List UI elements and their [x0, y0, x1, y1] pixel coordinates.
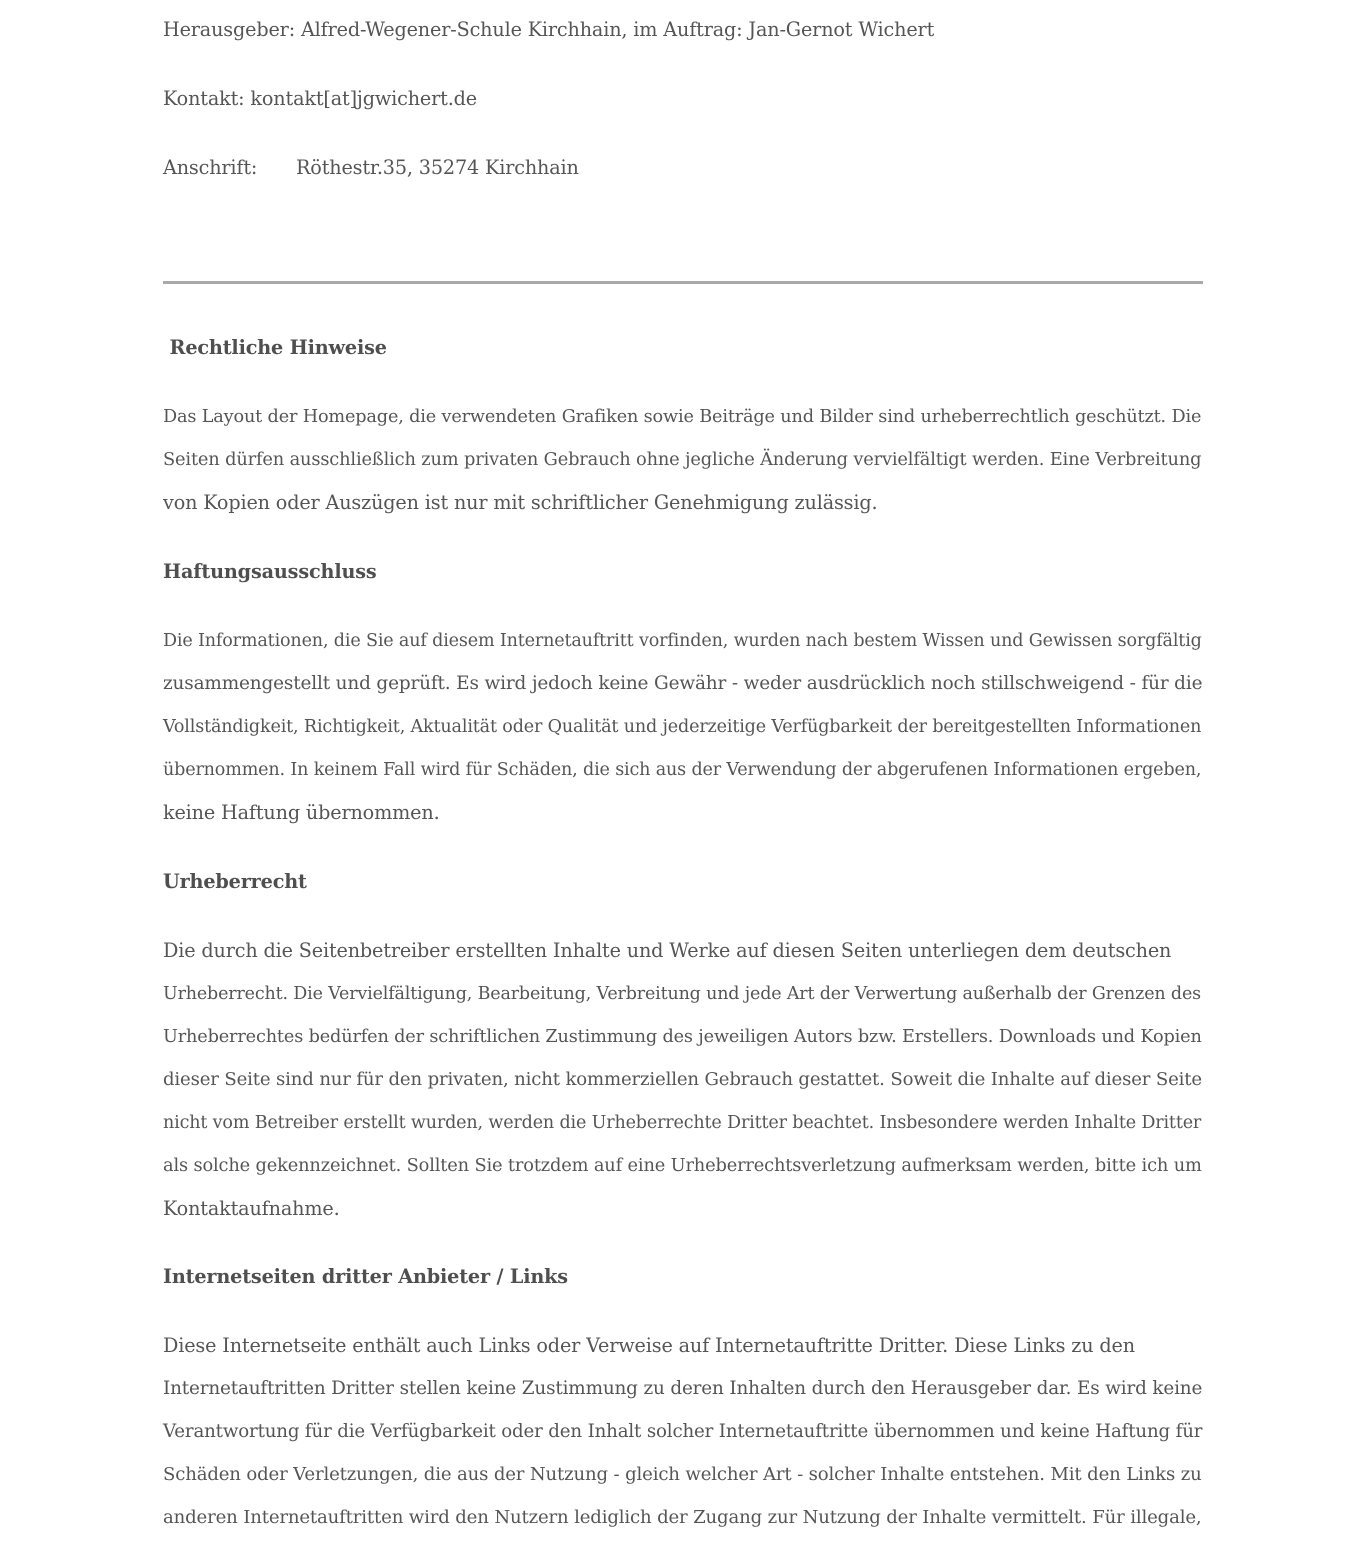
section-heading-disclaimer: Haftungsausschluss: [163, 560, 377, 583]
paragraph-line: keine Haftung übernommen.: [163, 801, 440, 824]
paragraph-line: Die Informationen, die Sie auf diesem Internetauftritt vorfinden, wurden nach bestem Wissen und Gewissen sorgfältig: [163, 631, 1202, 651]
paragraph-line: übernommen. In keinem Fall wird für Schäden, die sich aus der Verwendung der abgerufenen Informationen ergeben,: [163, 760, 1202, 780]
paragraph-line: nicht vom Betreiber erstellt wurden, werden die Urheberrechte Dritter beachtet. Insbesondere werden Inhalte Dritter: [163, 1113, 1202, 1133]
contact-line: Kontakt: kontakt[at]jgwichert.de: [163, 87, 477, 110]
paragraph-line: dieser Seite sind nur für den privaten, nicht kommerziellen Gebrauch gestattet. Soweit die Inhalte auf dieser Seite: [163, 1069, 1202, 1090]
section-heading-copyright: Urheberrecht: [163, 870, 307, 893]
paragraph-line: Seiten dürfen ausschließlich zum privaten Gebrauch ohne jegliche Änderung vervielfältigt werden. Eine Verbreitung: [163, 449, 1202, 470]
address-line: [163, 156, 763, 180]
publisher-line: Herausgeber: Alfred-Wegener-Schule Kirchhain, im Auftrag: Jan-Gernot Wichert: [163, 18, 935, 41]
paragraph-line: Internetauftritten Dritter stellen keine Zustimmung zu deren Inhalten durch den Herausgeber dar. Es wird keine: [163, 1378, 1203, 1399]
paragraph-line: anderen Internetauftritten wird den Nutzern lediglich der Zugang zur Nutzung der Inhalte vermittelt. Für illegale,: [163, 1507, 1202, 1528]
paragraph-line: Schäden oder Verletzungen, die aus der Nutzung - gleich welcher Art - solcher Inhalte entstehen. Mit den Links zu: [163, 1464, 1202, 1485]
divider: [163, 281, 1203, 284]
section-heading-legal-notice: Rechtliche Hinweise: [163, 336, 387, 359]
paragraph-line: Kontaktaufnahme.: [163, 1197, 340, 1220]
section-heading-third-party-links: Internetseiten dritter Anbieter / Links: [163, 1265, 568, 1288]
paragraph-line: Die durch die Seitenbetreiber erstellten Inhalte und Werke auf diesen Seiten unterliegen dem deutschen: [163, 939, 1172, 962]
paragraph-line: Vollständigkeit, Richtigkeit, Aktualität oder Qualität und jederzeitige Verfügbarkeit der bereitgestellten Informationen: [163, 717, 1202, 737]
address-label: Anschrift:: [163, 156, 258, 179]
paragraph-line: Verantwortung für die Verfügbarkeit oder den Inhalt solcher Internetauftritte übernommen und keine Haftung für: [163, 1421, 1203, 1442]
paragraph-line: zusammengestellt und geprüft. Es wird jedoch keine Gewähr - weder ausdrücklich noch stillschweigend - für die: [163, 673, 1203, 694]
paragraph-line: Diese Internetseite enthält auch Links oder Verweise auf Internetauftritte Dritter. Diese Links zu den: [163, 1334, 1135, 1357]
paragraph-line: Urheberrecht. Die Vervielfältigung, Bearbeitung, Verbreitung und jede Art der Verwertung außerhalb der Grenzen des: [163, 984, 1201, 1004]
paragraph-line: Urheberrechtes bedürfen der schriftlichen Zustimmung des jeweiligen Autors bzw. Erstellers. Downloads und Kopien: [163, 1027, 1202, 1047]
address-value: Röthestr.35, 35274 Kirchhain: [296, 156, 579, 179]
paragraph-line: als solche gekennzeichnet. Sollten Sie trotzdem auf eine Urheberrechtsverletzung aufmerksam werden, bitte ich um: [163, 1155, 1202, 1176]
paragraph-line: von Kopien oder Auszügen ist nur mit schriftlicher Genehmigung zulässig.: [163, 491, 878, 514]
paragraph-line: Das Layout der Homepage, die verwendeten Grafiken sowie Beiträge und Bilder sind urheberrechtlich geschützt. Die: [163, 407, 1202, 427]
